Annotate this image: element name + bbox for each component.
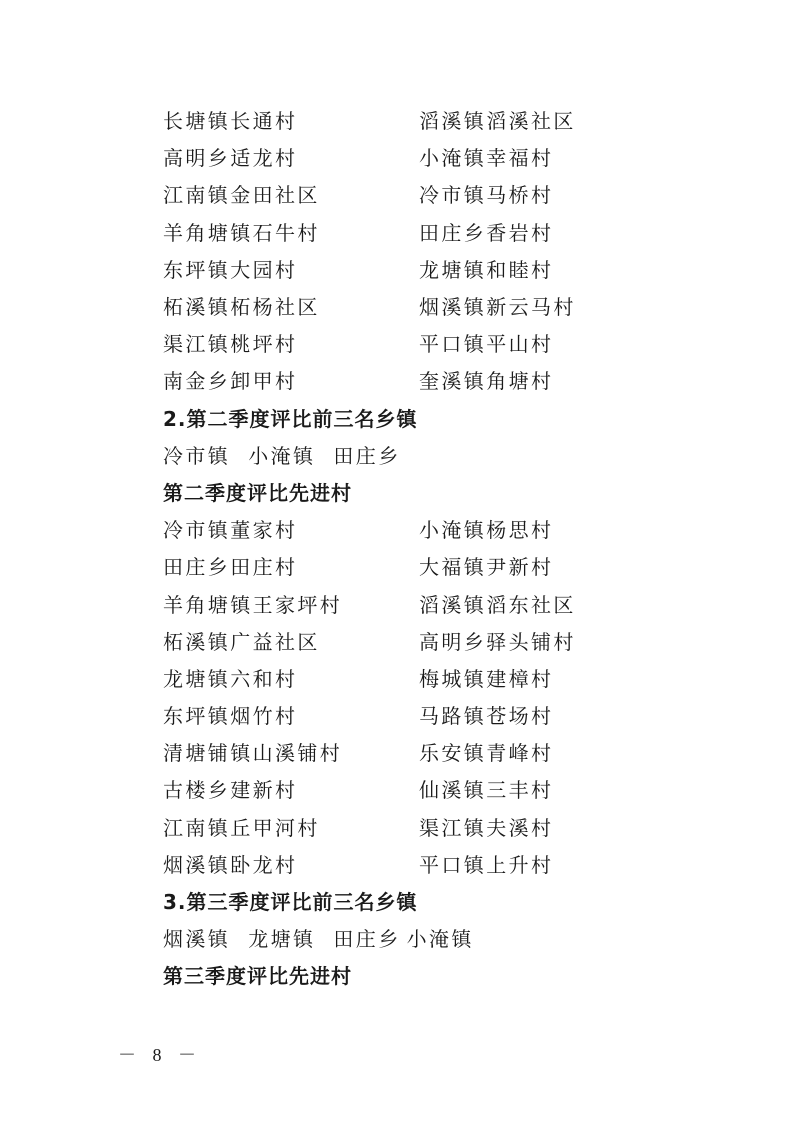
village-name: 高明乡驿头铺村 [419,629,576,654]
town-name: 田庄乡 [333,927,401,952]
village-row [163,547,633,584]
q2-village-list [163,510,633,882]
village-name: 羊角塘镇石牛村 [163,220,320,245]
village-name: 龙塘镇六和村 [163,666,298,691]
village-name: 冷市镇董家村 [163,518,298,543]
village-name: 平口镇平山村 [419,332,554,357]
village-row [163,770,633,807]
village-name: 田庄乡香岩村 [419,220,554,245]
village-row [163,696,633,733]
village-row [163,287,633,324]
village-name: 仙溪镇三丰村 [419,778,554,803]
village-row [163,324,633,361]
q2-towns-heading: 2.第二季度评比前三名乡镇 [163,406,418,431]
village-name: 龙塘镇和睦村 [419,257,554,282]
q2-towns-line [163,436,633,473]
village-name: 小淹镇杨思村 [419,518,554,543]
q3-villages-heading: 第三季度评比先进村 [163,964,352,989]
village-name: 高明乡适龙村 [163,146,298,171]
village-name: 清塘铺镇山溪铺村 [163,741,343,766]
village-name: 东坪镇烟竹村 [163,704,298,729]
village-row [163,808,633,845]
village-row [163,659,633,696]
village-name: 烟溪镇新云马村 [419,295,576,320]
village-name: 冷市镇马桥村 [419,183,554,208]
village-name: 江南镇丘甲河村 [163,815,320,840]
village-name: 小淹镇幸福村 [419,146,554,171]
village-row [163,138,633,175]
village-name: 滔溪镇滔东社区 [419,592,576,617]
q2-villages-heading: 第二季度评比先进村 [163,480,352,505]
village-row [163,622,633,659]
village-name: 渠江镇夫溪村 [419,815,554,840]
village-name: 长塘镇长通村 [163,109,298,134]
town-name: 小淹镇 [248,443,316,468]
town-name: 冷市镇 [163,443,231,468]
village-name: 渠江镇桃坪村 [163,332,298,357]
village-name: 滔溪镇滔溪社区 [419,109,576,134]
village-name: 梅城镇建樟村 [419,666,554,691]
village-name: 古楼乡建新村 [163,778,298,803]
village-name: 马路镇苍场村 [419,704,554,729]
town-name: 烟溪镇 [163,927,231,952]
town-name: 田庄乡 [333,443,401,468]
village-name: 奎溪镇角塘村 [419,369,554,394]
village-row [163,733,633,770]
village-name: 羊角塘镇王家坪村 [163,592,343,617]
village-name: 大福镇尹新村 [419,555,554,580]
q3-towns-line [163,919,633,956]
village-name: 柘溪镇广益社区 [163,629,320,654]
village-row [163,250,633,287]
village-row [163,101,633,138]
village-name: 烟溪镇卧龙村 [163,852,298,877]
village-name: 柘溪镇柘杨社区 [163,295,320,320]
village-row [163,213,633,250]
village-row [163,361,633,398]
village-name: 田庄乡田庄村 [163,555,298,580]
q3-towns-heading: 3.第三季度评比前三名乡镇 [163,890,418,915]
village-name: 乐安镇青峰村 [419,741,554,766]
page-number: － 8 － [118,1045,202,1065]
town-name: 龙塘镇 [248,927,316,952]
village-name: 南金乡卸甲村 [163,369,298,394]
village-list-continued [163,101,633,399]
village-name: 东坪镇大园村 [163,257,298,282]
document-body [163,101,633,994]
village-row [163,510,633,547]
village-row [163,845,633,882]
village-name: 江南镇金田社区 [163,183,320,208]
village-name: 平口镇上升村 [419,852,554,877]
village-row [163,175,633,212]
town-name: 小淹镇 [406,927,474,952]
village-row [163,584,633,621]
